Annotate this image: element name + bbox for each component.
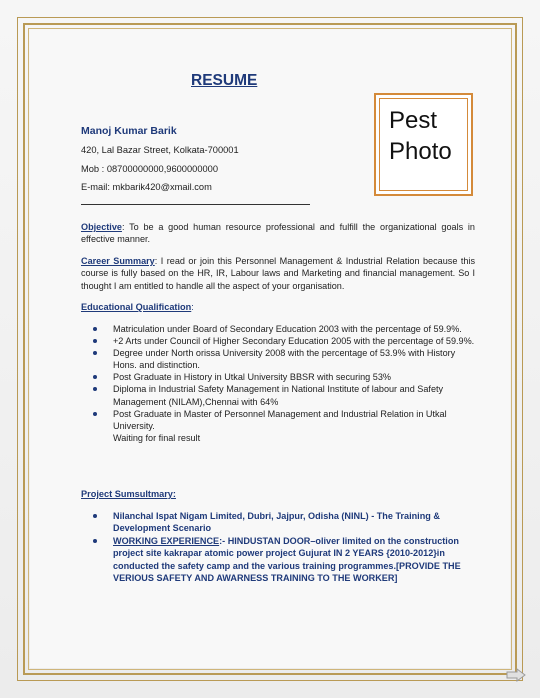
- project-item-text: Nilanchal Ispat Nigam Limited, Dubri, Jajpur, Odisha (NINL) - The Training & Development Scenario: [113, 511, 440, 534]
- bullet-icon: [93, 327, 97, 331]
- list-item: [81, 347, 475, 371]
- photo-label-line1: Pest: [389, 107, 438, 134]
- objective-section: [81, 221, 475, 246]
- list-item: [81, 383, 475, 407]
- bullet-icon: [93, 387, 97, 391]
- working-experience-text: :- HINDUSTAN DOOR–oliver limited on the construction project site kakrapar atomic power project Gujurat IN 2 YEARS {2010-2012}in conducted the safety camp and the various training programmes.[PROVIDE THE VERIOUS SAFETY AND AWARNESS TRAINING TO THE WORKER]: [113, 535, 461, 584]
- projects-heading: Project Sumsultmary:: [81, 489, 176, 499]
- mobile-line: Mob : 08700000000,9600000000: [81, 164, 218, 174]
- candidate-name: Manoj Kumar Barik: [81, 125, 177, 137]
- projects-list: [81, 510, 475, 584]
- email-line: E-mail: mkbarik420@xmail.com: [81, 182, 212, 192]
- bullet-icon: [93, 412, 97, 416]
- bullet-icon: [93, 539, 97, 543]
- objective-heading: Objective: [81, 222, 122, 232]
- education-item-text: +2 Arts under Council of Higher Secondary Education 2005 with the percentage of 59.9%.: [113, 336, 475, 347]
- bullet-icon: [93, 514, 97, 518]
- photo-label-line2: Photo: [389, 138, 452, 165]
- address-line: 420, Lal Bazar Street, Kolkata-700001: [81, 145, 239, 155]
- list-item: [81, 535, 475, 585]
- next-arrow-icon[interactable]: [506, 668, 526, 682]
- career-summary-heading: Career Summary: [81, 256, 155, 266]
- list-item-continuation: [81, 432, 475, 444]
- education-item-text: Post Graduate in Master of Personnel Management and Industrial Relation in Utkal University.: [113, 408, 447, 431]
- education-item-text: Matriculation under Board of Secondary Education 2003 with the percentage of 59.9%.: [113, 324, 462, 334]
- objective-text: : To be a good human resource professional and fulfill the organizational goals in effective manner.: [81, 222, 475, 245]
- contact-divider: [81, 204, 310, 205]
- photo-placeholder: [374, 93, 473, 196]
- education-item-text: Post Graduate in History in Utkal University BBSR with securing 53%: [113, 372, 391, 383]
- projects-heading-row: [81, 489, 176, 499]
- education-heading-suffix: :: [191, 302, 194, 312]
- career-summary-section: [81, 255, 475, 292]
- education-item-text: Degree under North orissa University 2008 with the percentage of 53.9% with History Hons. and distinction.: [113, 348, 456, 371]
- education-continuation-text: Waiting for final result: [113, 432, 201, 443]
- resume-title: RESUME: [191, 72, 258, 89]
- education-list: [81, 323, 475, 444]
- education-heading: Educational Qualification: [81, 302, 192, 312]
- bullet-icon: [93, 339, 97, 343]
- list-item: [81, 510, 475, 535]
- list-item: [81, 371, 475, 383]
- bullet-icon: [93, 351, 97, 355]
- list-item: [81, 408, 475, 432]
- education-item-text: Diploma in Industrial Safety Management in National Institute of labour and Safety Management (NILAM),Chennai with 64%: [113, 384, 444, 407]
- education-heading-row: [81, 302, 194, 312]
- career-summary-text: : I read or join this Personnel Management & Industrial Relation because this course is fully based on the HR, IR, Labour laws and Marketing and financial management. So I thought I am entitled to handle all the aspect of your organisation.: [81, 256, 475, 291]
- working-experience-label: WORKING EXPERIENCE: [113, 535, 220, 546]
- bullet-icon: [93, 375, 97, 379]
- list-item: [81, 335, 475, 347]
- list-item: [81, 323, 475, 335]
- photo-placeholder-inner: [379, 98, 468, 191]
